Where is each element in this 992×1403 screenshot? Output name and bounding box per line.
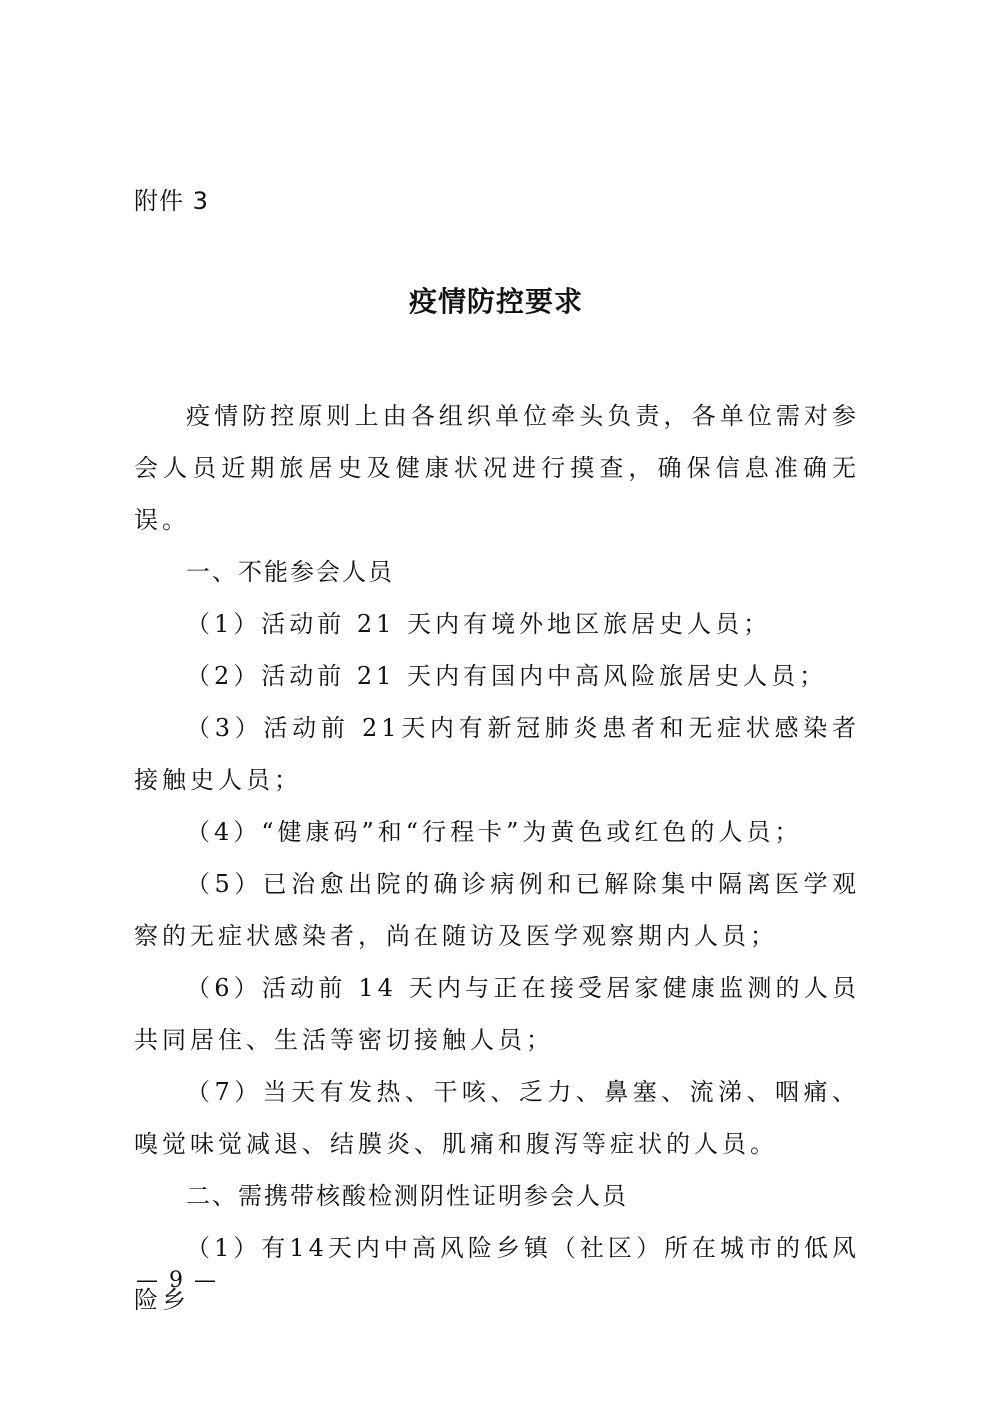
page-number: — 9 —	[136, 1268, 218, 1293]
section-heading-2: 二、需携带核酸检测阴性证明参会人员	[186, 1182, 628, 1210]
list-item: （5）已治愈出院的确诊病例和已解除集中隔离医学观察的无症状感染者，尚在随访及医学观察期内人员；	[134, 870, 860, 950]
list-item: （1）有14天内中高风险乡镇（社区）所在城市的低风险乡	[134, 1234, 860, 1314]
list-item: （4）“健康码”和“行程卡”为黄色或红色的人员；	[186, 818, 803, 846]
intro-paragraph: 疫情防控原则上由各组织单位牵头负责，各单位需对参会人员近期旅居史及健康状况进行摸查，确保信息准确无误。	[134, 402, 860, 534]
document-body	[134, 390, 860, 1326]
list-item: （1）活动前 21 天内有境外地区旅居史人员；	[186, 610, 772, 638]
section-heading-1: 一、不能参会人员	[186, 558, 394, 586]
list-item: （7）当天有发热、干咳、乏力、鼻塞、流涕、咽痛、嗅觉味觉减退、结膜炎、肌痛和腹泻等症状的人员。	[134, 1078, 860, 1158]
list-item: （3）活动前 21天内有新冠肺炎患者和无症状感染者接触史人员；	[134, 714, 860, 794]
list-item: （6）活动前 14 天内与正在接受居家健康监测的人员共同居住、生活等密切接触人员；	[134, 974, 860, 1054]
list-item: （2）活动前 21 天内有国内中高风险旅居史人员；	[186, 662, 828, 690]
document-title: 疫情防控要求	[408, 285, 583, 318]
attachment-label: 附件 3	[134, 187, 209, 215]
